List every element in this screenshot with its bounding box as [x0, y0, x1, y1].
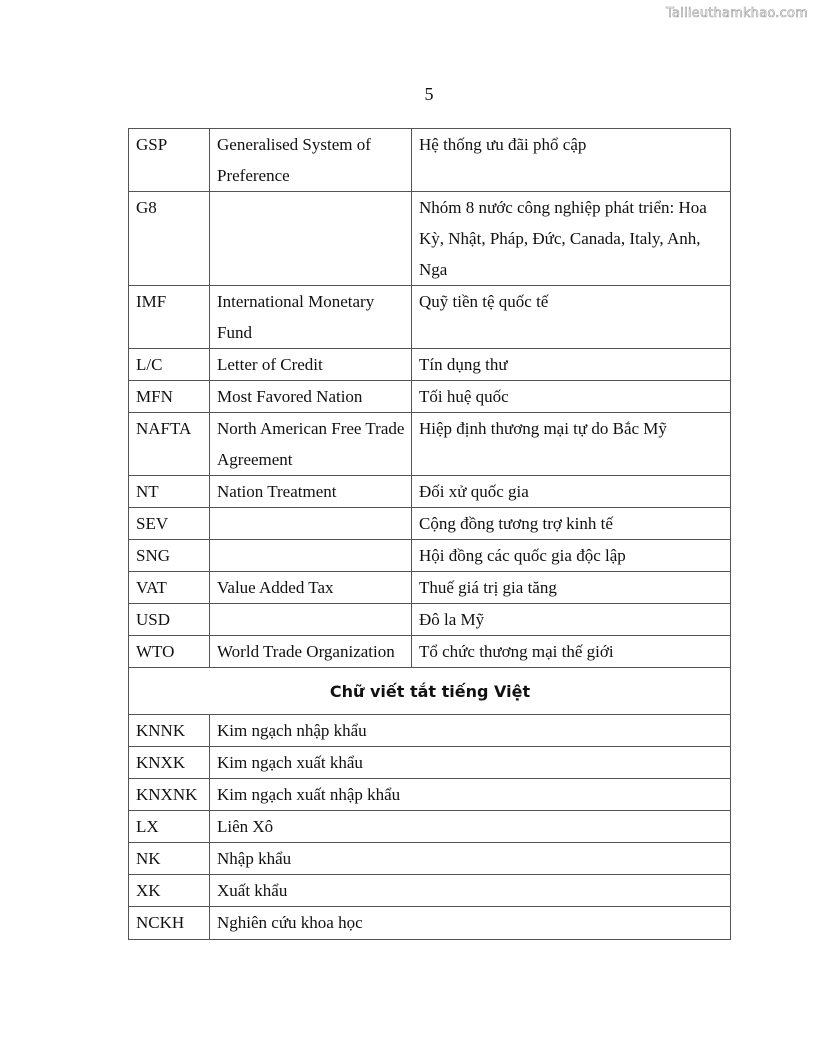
abbr-cell: WTO — [129, 636, 210, 668]
english-cell: Value Added Tax — [210, 572, 412, 604]
abbr-cell: L/C — [129, 349, 210, 381]
english-cell — [210, 540, 412, 572]
abbr-cell: NT — [129, 476, 210, 508]
abbr-cell: USD — [129, 604, 210, 636]
table-row — [129, 349, 731, 381]
abbr-cell: IMF — [129, 286, 210, 349]
table-row — [129, 286, 731, 349]
section-header-row — [129, 668, 731, 715]
vietnamese-cell: Nhóm 8 nước công nghiệp phát triển: Hoa Kỳ, Nhật, Pháp, Đức, Canada, Italy, Anh, Nga — [412, 192, 731, 286]
table-row — [129, 413, 731, 476]
table-row — [129, 508, 731, 540]
section-title: Chữ viết tắt tiếng Việt — [129, 668, 731, 715]
vietnamese-cell: Hội đồng các quốc gia độc lập — [412, 540, 731, 572]
english-cell: International Monetary Fund — [210, 286, 412, 349]
vietnamese-cell: Hệ thống ưu đãi phổ cập — [412, 129, 731, 192]
abbr-cell: MFN — [129, 381, 210, 413]
table-row — [129, 843, 731, 875]
english-cell — [210, 604, 412, 636]
table-row — [129, 572, 731, 604]
table-row — [129, 540, 731, 572]
english-cell — [210, 192, 412, 286]
vietnamese-cell: Cộng đồng tương trợ kinh tế — [412, 508, 731, 540]
table-row — [129, 381, 731, 413]
abbr-cell: NAFTA — [129, 413, 210, 476]
vietnamese-cell: Thuế giá trị gia tăng — [412, 572, 731, 604]
table-row — [129, 907, 731, 940]
english-cell — [210, 508, 412, 540]
english-cell: World Trade Organization — [210, 636, 412, 668]
meaning-cell: Xuất khẩu — [210, 875, 731, 907]
english-cell: Nation Treatment — [210, 476, 412, 508]
english-cell: North American Free Trade Agreement — [210, 413, 412, 476]
table-row — [129, 715, 731, 747]
abbr-cell: XK — [129, 875, 210, 907]
abbr-cell: LX — [129, 811, 210, 843]
meaning-cell: Kim ngạch nhập khẩu — [210, 715, 731, 747]
meaning-cell: Nhập khẩu — [210, 843, 731, 875]
vietnamese-cell: Đô la Mỹ — [412, 604, 731, 636]
vietnamese-cell: Tín dụng thư — [412, 349, 731, 381]
table-row — [129, 636, 731, 668]
meaning-cell: Nghiên cứu khoa học — [210, 907, 731, 940]
table-row — [129, 811, 731, 843]
english-cell: Generalised System of Preference — [210, 129, 412, 192]
vietnamese-cell: Quỹ tiền tệ quốc tế — [412, 286, 731, 349]
table-row — [129, 747, 731, 779]
vietnamese-cell: Đối xử quốc gia — [412, 476, 731, 508]
table-row — [129, 875, 731, 907]
page-number: 5 — [424, 84, 434, 104]
table-row — [129, 129, 731, 192]
abbr-cell: SEV — [129, 508, 210, 540]
table-row — [129, 604, 731, 636]
abbr-cell: NK — [129, 843, 210, 875]
abbr-cell: KNNK — [129, 715, 210, 747]
english-cell: Letter of Credit — [210, 349, 412, 381]
abbr-cell: SNG — [129, 540, 210, 572]
abbr-cell: GSP — [129, 129, 210, 192]
meaning-cell: Kim ngạch xuất nhập khẩu — [210, 779, 731, 811]
table-row — [129, 192, 731, 286]
vietnamese-cell: Tổ chức thương mại thế giới — [412, 636, 731, 668]
abbr-cell: KNXNK — [129, 779, 210, 811]
table-row — [129, 476, 731, 508]
abbreviation-table — [128, 128, 731, 940]
abbr-cell: NCKH — [129, 907, 210, 940]
meaning-cell: Kim ngạch xuất khẩu — [210, 747, 731, 779]
abbr-cell: G8 — [129, 192, 210, 286]
watermark: Tailieuthamkhao.com — [666, 6, 808, 21]
abbr-cell: VAT — [129, 572, 210, 604]
vietnamese-cell: Hiệp định thương mại tự do Bắc Mỹ — [412, 413, 731, 476]
vietnamese-cell: Tối huệ quốc — [412, 381, 731, 413]
table-row — [129, 779, 731, 811]
abbr-cell: KNXK — [129, 747, 210, 779]
english-cell: Most Favored Nation — [210, 381, 412, 413]
meaning-cell: Liên Xô — [210, 811, 731, 843]
